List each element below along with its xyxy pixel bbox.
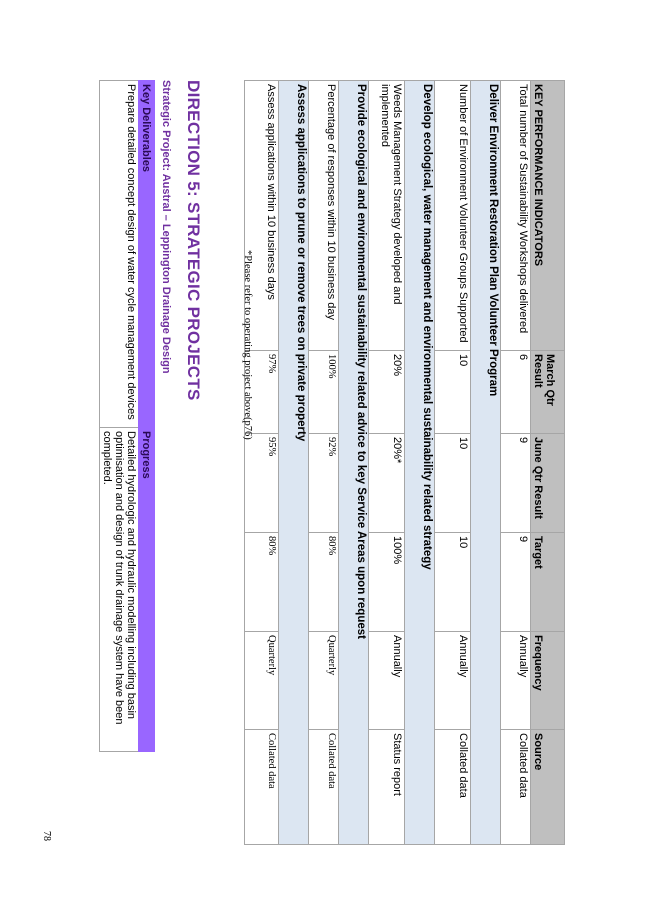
- kpi-cell: Total number of Sustainability Workshops delivered: [501, 81, 531, 351]
- kpi-group-row: [471, 81, 501, 845]
- kpi-cell: Number of Environment Volunteer Groups Supported: [435, 81, 471, 351]
- kpi-group-row: [405, 81, 435, 845]
- kpi-group-label: Develop ecological, water management and environmental sustainability related strategy: [405, 81, 435, 845]
- page-title: DIRECTION 5: STRATEGIC PROJECTS: [184, 80, 203, 401]
- kpi-cell: 20%: [369, 351, 405, 434]
- deliverables-table: [99, 80, 155, 752]
- kpi-cell: 80%: [245, 533, 279, 632]
- kpi-cell: Collated data: [501, 730, 531, 845]
- kpi-cell: 95%: [245, 434, 279, 533]
- table-row: [245, 81, 279, 845]
- kpi-cell: Quarterly: [245, 632, 279, 730]
- kpi-header-target: Target: [531, 533, 565, 632]
- deliverables-header-key: Key Deliverables: [139, 81, 155, 428]
- kpi-cell: Collated data: [435, 730, 471, 845]
- kpi-group-label: Assess applications to prune or remove trees on private property: [279, 81, 309, 845]
- kpi-header-indicator: KEY PERFORMANCE INDICATORS: [531, 81, 565, 351]
- project-subtitle: Strategic Project: Austral – Leppington Drainage Design: [160, 80, 172, 374]
- kpi-cell: 97%: [245, 351, 279, 434]
- kpi-group-row: [339, 81, 369, 845]
- kpi-header-row: [531, 81, 565, 845]
- kpi-group-label: Deliver Environment Restoration Plan Volunteer Program: [471, 81, 501, 845]
- kpi-cell: 10: [435, 434, 471, 533]
- deliverables-header-progress: Progress: [139, 428, 155, 752]
- kpi-cell: 92%: [309, 434, 339, 533]
- kpi-table: [244, 80, 565, 845]
- kpi-cell: Annually: [435, 632, 471, 730]
- kpi-cell: 10: [435, 533, 471, 632]
- kpi-cell: 20%*: [369, 434, 405, 533]
- table-row: [501, 81, 531, 845]
- kpi-cell: Collated data: [245, 730, 279, 845]
- kpi-cell: Assess applications within 10 business days: [245, 81, 279, 351]
- kpi-cell: Annually: [501, 632, 531, 730]
- page-number: 78: [41, 831, 52, 841]
- kpi-group-row: [279, 81, 309, 845]
- deliverable-cell: Prepare detailed concept design of water cycle management devices: [100, 81, 139, 428]
- kpi-cell: 9: [501, 533, 531, 632]
- table-row: [369, 81, 405, 845]
- kpi-group-label: Provide ecological and environmental sustainability related advice to key Service Areas upon request: [339, 81, 369, 845]
- kpi-cell: Quarterly: [309, 632, 339, 730]
- kpi-cell: 6: [501, 351, 531, 434]
- table-row: [309, 81, 339, 845]
- kpi-cell: Collated data: [309, 730, 339, 845]
- kpi-header-march: March Qtr Result: [531, 351, 565, 434]
- kpi-cell: Weeds Management Strategy developed and implemented: [369, 81, 405, 351]
- kpi-cell: Annually: [369, 632, 405, 730]
- kpi-cell: Status report: [369, 730, 405, 845]
- kpi-header-source: Source: [531, 730, 565, 845]
- kpi-cell: 80%: [309, 533, 339, 632]
- kpi-cell: 9: [501, 434, 531, 533]
- kpi-cell: 100%: [369, 533, 405, 632]
- deliverables-header-row: [139, 81, 155, 752]
- kpi-cell: 10: [435, 351, 471, 434]
- table-row: [100, 81, 139, 752]
- kpi-header-frequency: Frequency: [531, 632, 565, 730]
- footnote: *Please refer to operating project above(p76): [242, 250, 253, 440]
- kpi-cell: Percentage of responses within 10 business day: [309, 81, 339, 351]
- kpi-cell: 100%: [309, 351, 339, 434]
- kpi-header-june: June Qtr Result: [531, 434, 565, 533]
- table-row: [435, 81, 471, 845]
- progress-cell: Detailed hydrologic and hydraulic modelling including basin optimisation and design of trunk drainage system have been completed.: [100, 428, 139, 752]
